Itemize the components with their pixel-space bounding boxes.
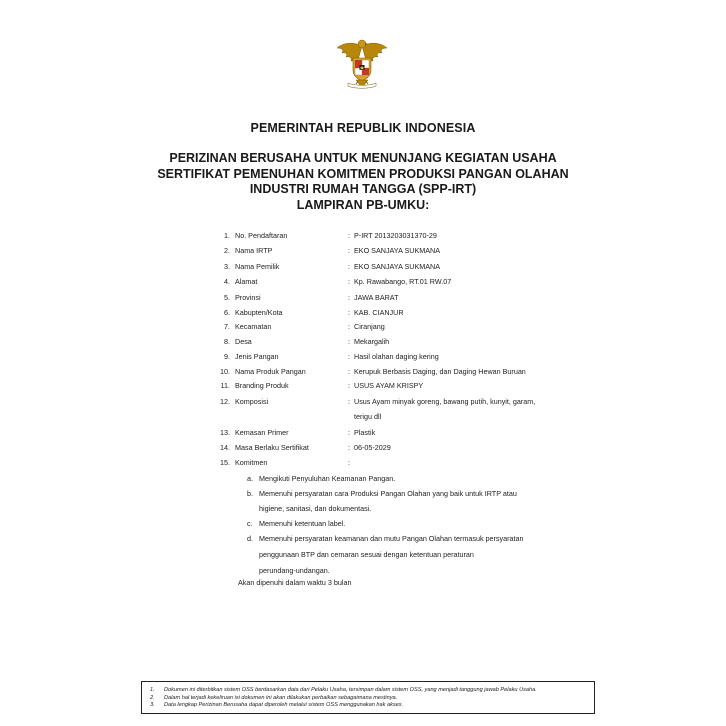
commitment-text: perundang-undangan.: [259, 566, 330, 575]
field-value: Kerupuk Berbasis Daging, dan Daging Hewan Buruan: [354, 367, 526, 376]
footnote-index: 1.: [150, 687, 155, 693]
field-number: 14.: [220, 443, 230, 452]
government-title: PEMERINTAH REPUBLIK INDONESIA: [250, 121, 476, 135]
title-line-1: PERIZINAN BERUSAHA UNTUK MENUNJANG KEGIATAN USAHA: [169, 151, 557, 165]
title-line-3: INDUSTRI RUMAH TANGGA (SPP-IRT): [249, 182, 477, 196]
field-label: Kabupten/Kota: [235, 308, 283, 317]
deadline-note: Akan dipenuhi dalam waktu 3 bulan: [238, 578, 352, 587]
commitment-letter: b.: [247, 489, 253, 498]
field-value: Plastik: [354, 428, 376, 437]
field-colon: :: [348, 428, 350, 437]
field-colon: :: [348, 293, 350, 302]
field-colon: :: [348, 322, 350, 331]
field-number: 13.: [220, 428, 230, 437]
field-colon: :: [348, 231, 350, 240]
title-line-4: LAMPIRAN PB-UMKU:: [296, 197, 430, 212]
field-value: terigu dll: [354, 412, 382, 421]
commitment-text: higiene, sanitasi, dan dokumentasi.: [259, 504, 372, 513]
field-number: 12.: [220, 397, 230, 406]
document-page: [90, 0, 636, 726]
field-value: Usus Ayam minyak goreng, bawang putih, kunyit, garam,: [354, 397, 536, 406]
field-colon: :: [348, 277, 350, 286]
field-number: 6.: [224, 308, 230, 317]
field-value: KAB. CIANJUR: [354, 308, 404, 317]
field-number: 1.: [224, 231, 230, 240]
field-colon: :: [348, 262, 350, 271]
field-value: EKO SANJAYA SUKMANA: [354, 246, 441, 255]
commitment-letter: a.: [247, 474, 253, 483]
field-colon: :: [348, 246, 350, 255]
field-number: 4.: [224, 277, 230, 286]
field-value: P-IRT 2013203031370-29: [354, 231, 437, 240]
field-colon: :: [348, 443, 350, 452]
commitment-text: penggunaan BTP dan cemaran sesuai dengan ketentuan peraturan: [259, 550, 474, 559]
field-value: Hasil olahan daging kering: [354, 352, 439, 361]
field-label: Kemasan Primer: [235, 428, 289, 437]
field-number: 5.: [224, 293, 230, 302]
field-label: Jenis Pangan: [235, 352, 279, 361]
footnote-index: 3.: [150, 702, 155, 708]
field-label: Nama Pemilik: [235, 262, 280, 271]
field-label: Nama Produk Pangan: [235, 367, 306, 376]
field-colon: :: [348, 367, 350, 376]
field-colon: :: [348, 397, 350, 406]
field-number: 8.: [224, 337, 230, 346]
footnote-text: Dokumen ini diterbitkan sistem OSS berdasarkan data dari Pelaku Usaha, tersimpan dalam sistem OSS, yang menjadi tanggung jawab Pelaku Usaha.: [164, 687, 537, 693]
field-number: 2.: [224, 246, 230, 255]
field-number: 3.: [224, 262, 230, 271]
field-label: Nama IRTP: [235, 246, 273, 255]
field-label: Alamat: [235, 277, 258, 286]
field-colon: :: [348, 381, 350, 390]
field-value: Kp. Rawabango, RT.01 RW.07: [354, 277, 452, 286]
field-value: Mekargalih: [354, 337, 390, 346]
field-label: Komposisi: [235, 397, 269, 406]
field-label: Provinsi: [235, 293, 261, 302]
footnote-text: Dalam hal terjadi kekeliruan isi dokumen ini akan dilakukan perbaikan sebagaimana mestinya.: [164, 695, 398, 701]
commitment-text: Memenuhi persyaratan keamanan dan mutu Pangan Olahan termasuk persyaratan: [259, 534, 524, 543]
footnote-text: Data lengkap Perizinan Berusaha dapat diperoleh melalui sistem OSS menggunakan hak akses.: [164, 702, 404, 708]
commitment-text: Memenuhi persyaratan cara Produksi Pangan Olahan yang baik untuk IRTP atau: [259, 489, 517, 498]
title-line-2: SERTIFIKAT PEMENUHAN KOMITMEN PRODUKSI PANGAN OLAHAN: [157, 166, 569, 181]
field-number: 7.: [224, 322, 230, 331]
field-label: Branding Produk: [235, 381, 289, 390]
field-number: 10.: [220, 367, 230, 376]
garuda-pancasila-emblem-icon: [334, 36, 390, 92]
field-colon: :: [348, 308, 350, 317]
commitment-text: Memenuhi ketentuan label.: [259, 519, 346, 528]
field-value: EKO SANJAYA SUKMANA: [354, 262, 441, 271]
footnote-index: 2.: [150, 695, 155, 701]
field-number: 9.: [224, 352, 230, 361]
field-colon: :: [348, 458, 350, 467]
field-label: Masa Berlaku Sertifikat: [235, 443, 309, 452]
field-label: Komitmen: [235, 458, 268, 467]
field-label: Kecamatan: [235, 322, 272, 331]
field-value: USUS AYAM KRISPY: [354, 381, 424, 390]
commitment-letter: d.: [247, 534, 253, 543]
field-colon: :: [348, 337, 350, 346]
field-label: Desa: [235, 337, 252, 346]
field-colon: :: [348, 352, 350, 361]
commitment-letter: c.: [247, 519, 253, 528]
field-value: Ciranjang: [354, 322, 385, 331]
commitment-text: Mengikuti Penyuluhan Keamanan Pangan.: [259, 474, 396, 483]
certificate-title: [0, 151, 726, 213]
field-label: No. Pendaftaran: [235, 231, 288, 240]
field-number: 11.: [220, 381, 230, 390]
field-value: 06-05-2029: [354, 443, 391, 452]
field-number: 15.: [220, 458, 230, 467]
footnotes-box: [141, 681, 595, 714]
field-value: JAWA BARAT: [354, 293, 399, 302]
